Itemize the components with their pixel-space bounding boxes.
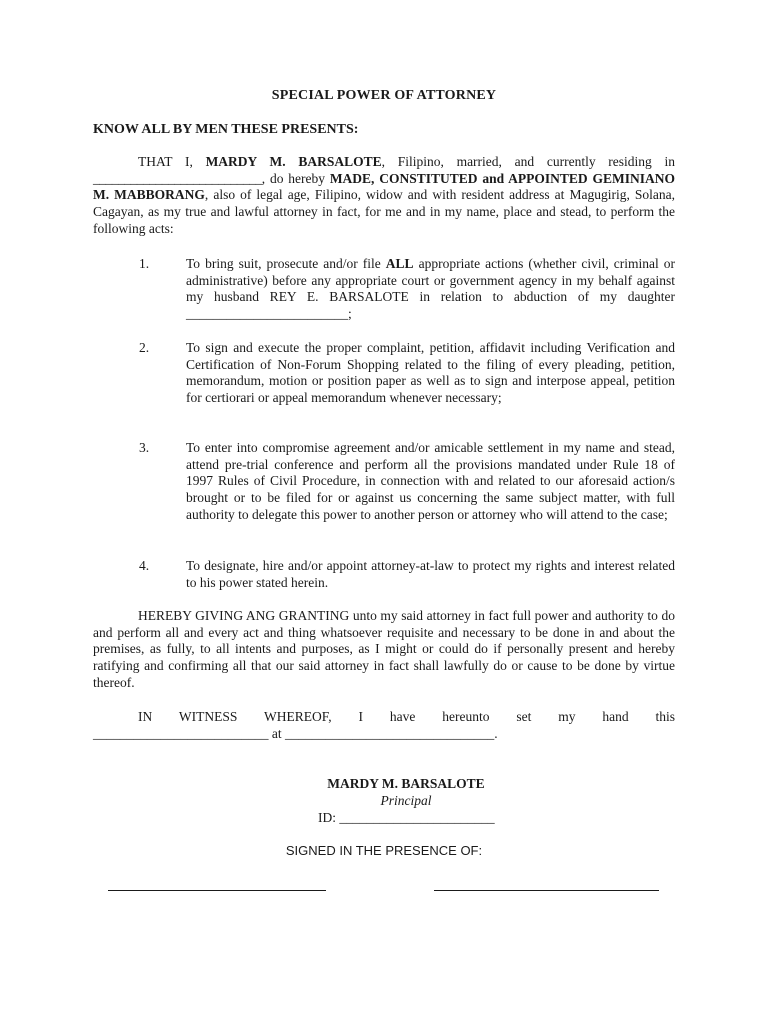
witness-text: IN WITNESS WHEREOF, I have hereunto set my hand this <box>138 709 675 724</box>
intro-text-2: , Filipino, married, and currently residing in <box>381 154 675 169</box>
intro-paragraph <box>93 154 675 238</box>
witness-line-2: __________________________ at _______________________________. <box>93 726 498 741</box>
act-text: To designate, hire and/or appoint attorney-at-law to protect my rights and interest related to his power stated herein. <box>186 558 675 590</box>
witness-signature-line-right <box>434 890 659 891</box>
act-text: To sign and execute the proper complaint, petition, affidavit including Verification and Certification of Non-Forum Shopping related to the filing of every pleading, petition, memorandum, motion or position paper as well as to sign and interpose appeal, petition for certiorari or appeal memorandum whenever necessary; <box>186 340 675 406</box>
appointed-phrase: MADE, CONSTITUTED and APPOINTED <box>329 170 588 186</box>
act-text: To enter into compromise agreement and/or amicable settlement in my name and stead, attend pre-trial conference and perform all the provisions mandated under Rule 18 of 1997 Rules of Civil Procedure, in connection with and related to our aforesaid action/s brought or to be filed for or against us concerning the same subject matter, with full authority to delegate this power to another person or attorney who will attend to the case; <box>186 440 675 522</box>
act-number: 1. <box>139 256 150 271</box>
act-number: 4. <box>139 558 150 573</box>
signatory-name: MARDY M. BARSALOTE <box>327 776 485 791</box>
act-text-part: appropriate actions (whether civil, criminal or administrative) before any appropriate court or government agency in my behalf against my husband REY E. BARSALOTE in relation to abduction of my daughter ________________________; <box>186 256 675 322</box>
intro-text-4: , also of legal age, Filipino, widow and with resident address at Magugirig, Solana, Cagayan, as my true and lawful attorney in fact, for me and in my name, place and stead, to perform the following acts: <box>93 187 675 236</box>
witness-line-1 <box>93 709 675 726</box>
attorney-name: GEMINIANO M. MABBORANG <box>93 170 676 203</box>
greeting-heading: KNOW ALL BY MEN THESE PRESENTS: <box>93 122 359 137</box>
granting-paragraph <box>93 608 675 692</box>
presence-heading: SIGNED IN THE PRESENCE OF: <box>285 843 483 858</box>
signatory-id-line: ID: _______________________ <box>318 810 495 825</box>
act-number: 2. <box>139 340 150 355</box>
act-number: 3. <box>139 440 150 455</box>
intro-text-1: THAT I, <box>138 154 206 169</box>
intro-text-3: , do hereby <box>261 170 330 186</box>
principal-name: MARDY M. BARSALOTE <box>205 154 382 169</box>
signatory-role: Principal <box>380 793 432 808</box>
act-text <box>186 256 675 323</box>
document-title: SPECIAL POWER OF ATTORNEY <box>271 88 497 103</box>
witness-signature-line-left <box>108 890 326 891</box>
granting-text: HEREBY GIVING ANG GRANTING unto my said attorney in fact full power and authority to do and perform all and every act and thing whatsoever requisite and necessary to be done in and about the premises, as fully, to all intents and purposes, as I might or could do if personally present and hereby ratifying and confirming all that our said attorney in fact shall lawfully do or cause to be done by virtue thereof. <box>93 608 675 690</box>
act-text-bold: ALL <box>385 256 414 271</box>
act-text-part: To bring suit, prosecute and/or file <box>186 256 386 271</box>
residence-blank: ___________________________ <box>93 170 262 186</box>
